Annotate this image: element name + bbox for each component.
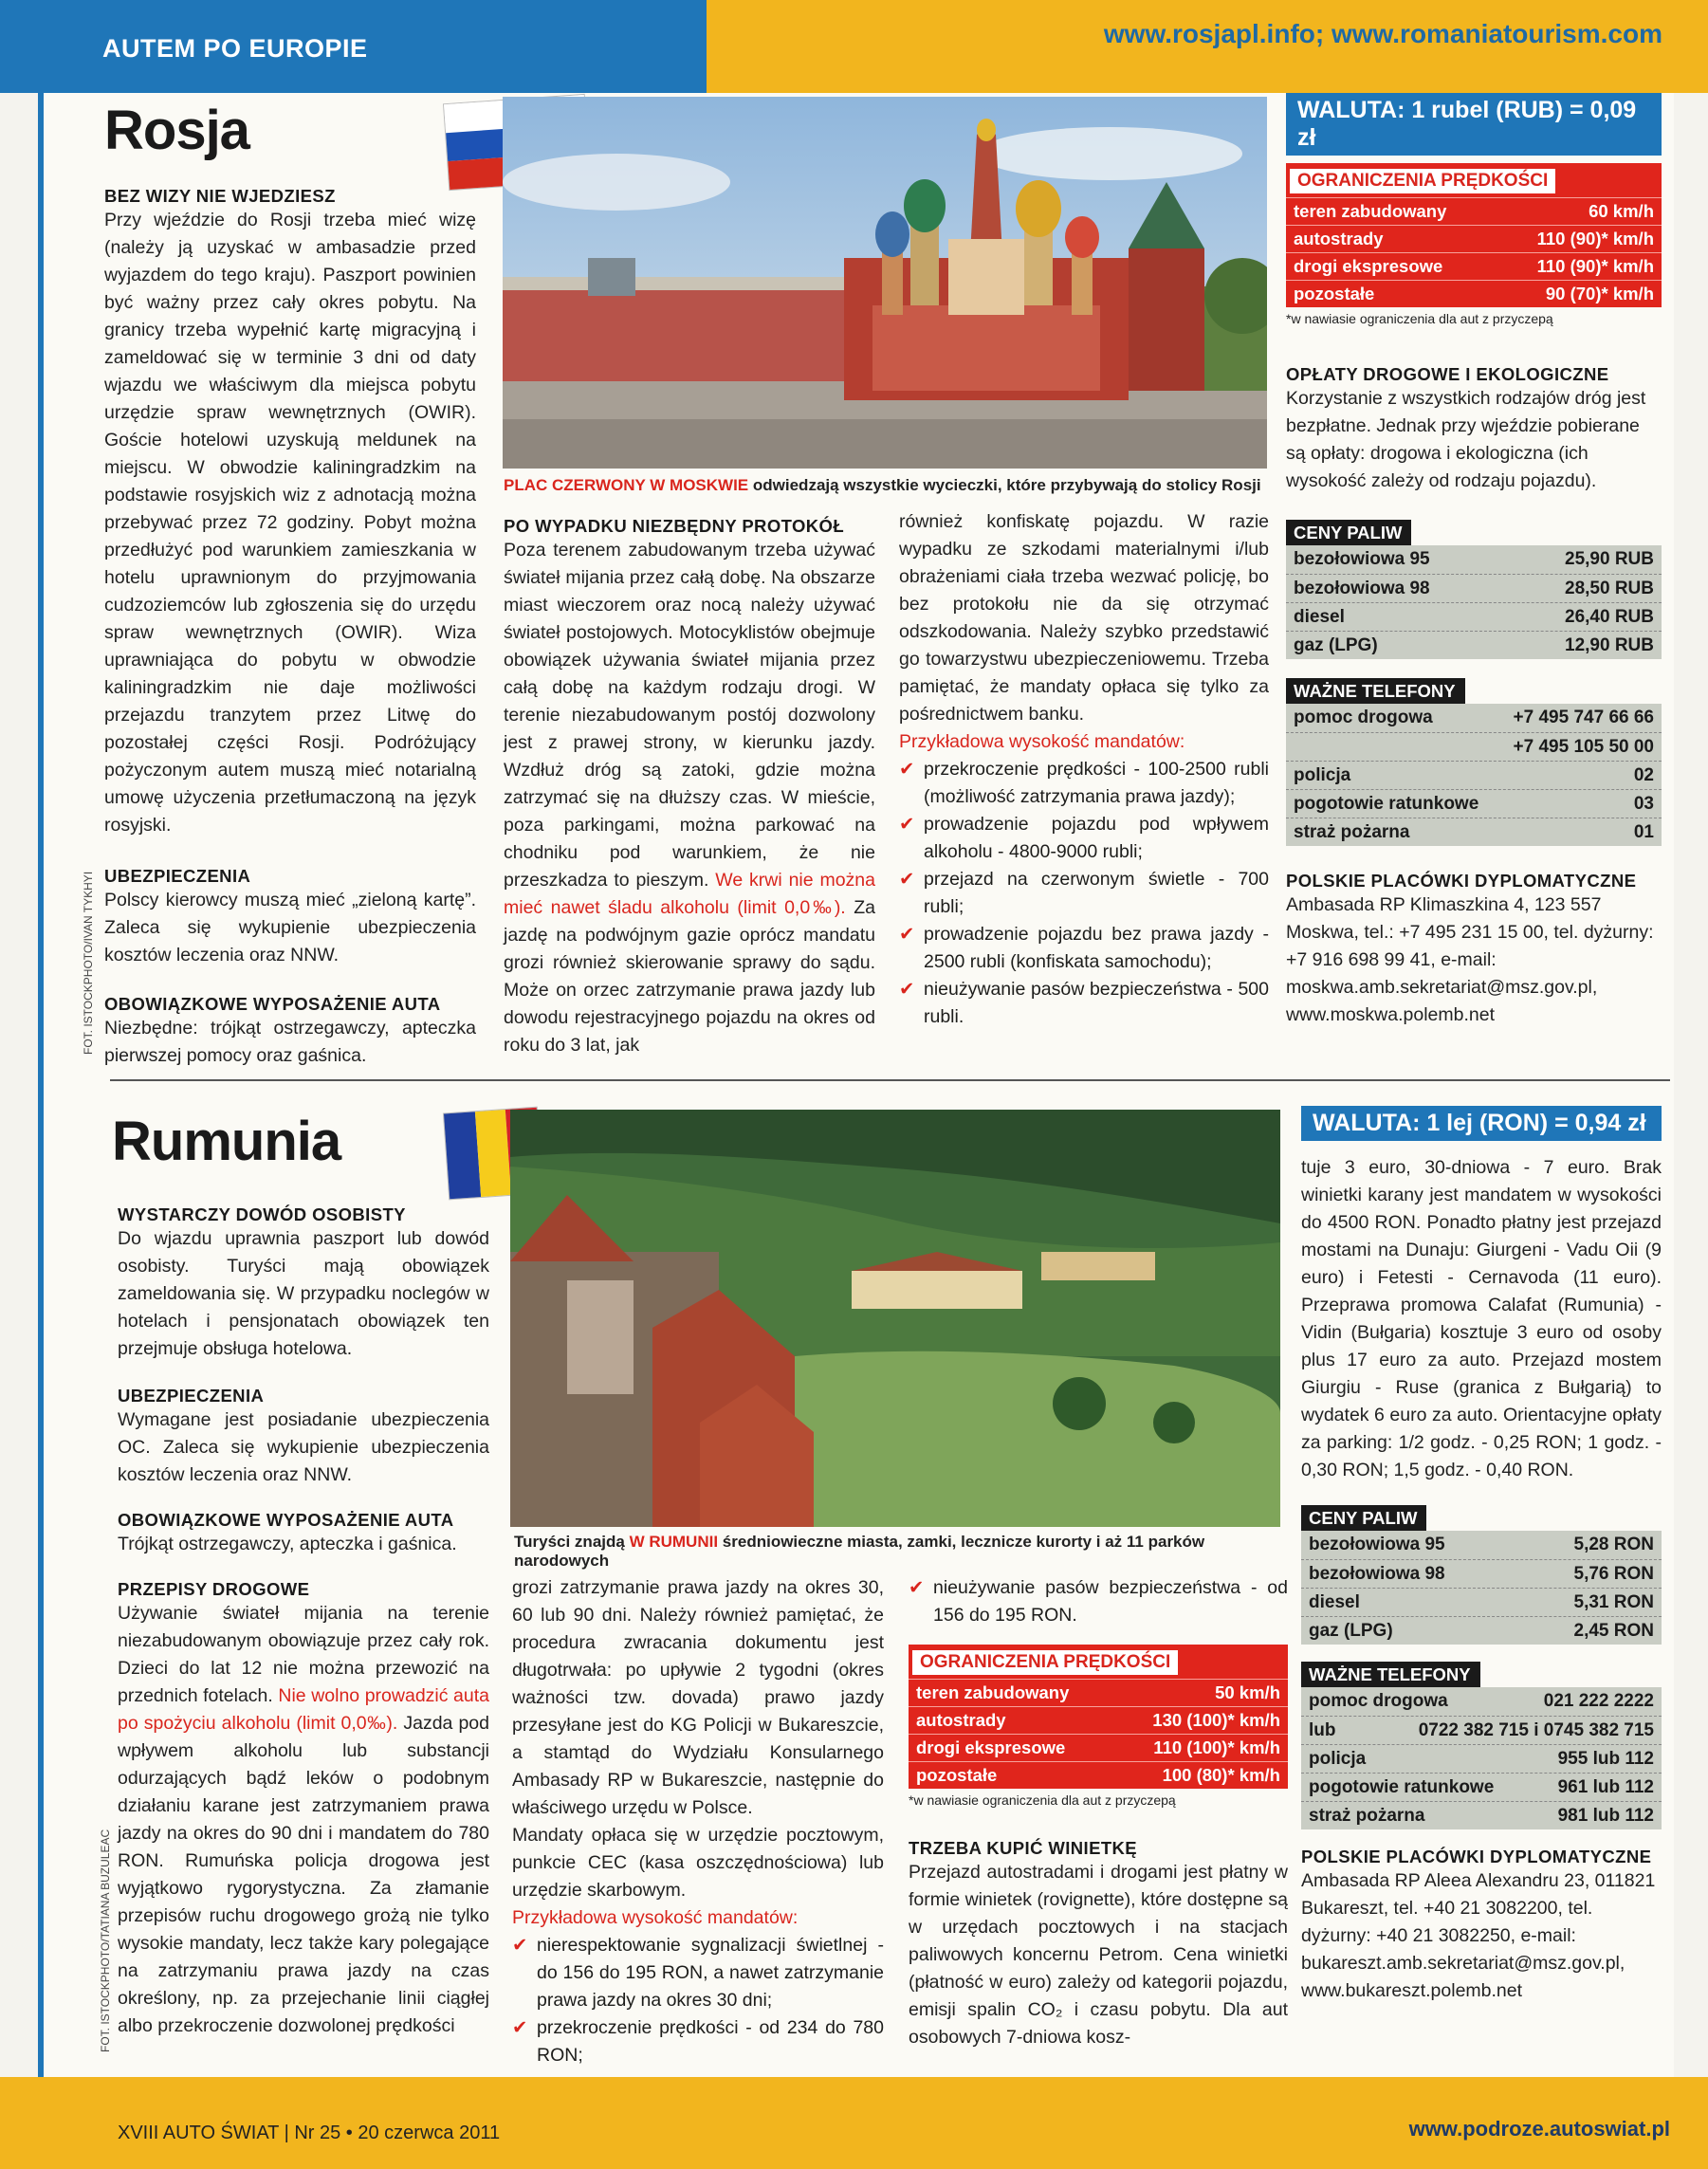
fuel-row-value: 5,28 RON xyxy=(1573,1535,1654,1554)
phone-row-value: +7 495 105 50 00 xyxy=(1513,736,1654,757)
speed-row-label: autostrady xyxy=(916,1710,1006,1730)
saint-basil-illustration xyxy=(503,97,1267,469)
fine-item xyxy=(899,756,1269,811)
phone-row-label: straż pożarna xyxy=(1294,821,1410,842)
romania-speed-rows xyxy=(909,1679,1288,1789)
fuel-row-value: 25,90 RUB xyxy=(1565,549,1654,569)
phone-row-value: 021 222 2222 xyxy=(1543,1691,1654,1711)
speed-row-value: 90 (70)* km/h xyxy=(1545,284,1654,303)
phone-row-value: 03 xyxy=(1633,793,1654,814)
phone-row xyxy=(1286,704,1662,732)
phone-row-value: +7 495 747 66 66 xyxy=(1513,708,1654,727)
phone-row xyxy=(1301,1744,1662,1773)
speed-row-label: drogi ekspresowe xyxy=(916,1737,1066,1757)
romania-phones-heading: WAŻNE TELEFONY xyxy=(1301,1662,1480,1687)
romania-speed-note: *w nawiasie ograniczenia dla aut z przyczepą xyxy=(909,1792,1176,1808)
romania-fines-list xyxy=(512,1932,884,2069)
check-icon: ✔ xyxy=(899,759,915,780)
romania-embassy-heading: POLSKIE PLACÓWKI DYPLOMATYCZNE xyxy=(1301,1847,1652,1866)
header-url: www.rosjapl.info; www.romaniatourism.com xyxy=(1103,19,1662,48)
russia-col3-text: również konfiskatę pojazdu. W razie wypadku ze szkodami materialnymi i/lub obrażeniami ciała trzeba wezwać policję, bo bez protokołu nie da się otrzymać odszkodowania. Należy szybko przedstawić go towarzystwu ubezpieczeniowemu. Trzeba pamiętać, że mandaty opłaca się tylko za pośrednictwem banku. xyxy=(899,511,1269,725)
speed-row xyxy=(1286,280,1662,307)
romania-rules-paragraph xyxy=(118,1600,489,2040)
speed-row-label: teren zabudowany xyxy=(1294,201,1447,221)
russia-protocol-text-b: Za jazdę na podwójnym gazie oprócz mandatu grozi również skierowanie sprawy do sądu. Może on orzec zatrzymanie prawa jazdy lub dowodu rejestracyjnego pojazdu na okres od roku do 3 lat, jak xyxy=(504,897,875,1056)
russia-equipment-heading: OBOWIĄZKOWE WYPOSAŻENIE AUTA xyxy=(104,994,441,1014)
romania-phones-box xyxy=(1301,1662,1662,1829)
romania-fine-item xyxy=(909,1574,1288,1629)
phone-row-label: pogotowie ratunkowe xyxy=(1294,793,1479,814)
romania-col2-text-b: Mandaty opłaca się w urzędzie pocztowym, punkcie CEC (kasa oszczędnościowa) lub urzędzie skarbowym. xyxy=(512,1825,884,1901)
fuel-row-label: gaz (LPG) xyxy=(1294,634,1378,655)
phone-row-label: pomoc drogowa xyxy=(1294,708,1433,727)
fine-text: prowadzenie pojazdu pod wpływem alkoholu - 4800-9000 rubli; xyxy=(924,814,1269,862)
romania-vignette-heading: TRZEBA KUPIĆ WINIETKĘ xyxy=(909,1838,1138,1858)
russia-protocol-heading: PO WYPADKU NIEZBĘDNY PROTOKÓŁ xyxy=(504,516,845,536)
fuel-row-value: 12,90 RUB xyxy=(1565,634,1654,655)
romania-speed-heading: OGRANICZENIA PRĘDKOŚCI xyxy=(912,1650,1178,1675)
romania-caption-highlight: W RUMUNII xyxy=(629,1533,719,1551)
check-icon: ✔ xyxy=(512,1935,528,1956)
russia-tolls-text: Korzystanie z wszystkich rodzajów dróg jest bezpłatne. Jednak przy wjeździe pobierane są opłaty: drogowa i ekologiczna (ich wysokość zależy od rodzaju pojazdu). xyxy=(1286,388,1646,491)
russia-protocol-text-a: Poza terenem zabudowanym trzeba używać świateł mijania przez całą dobę. Na obszarze miast wieczorem oraz nocą należy używać świateł postojowych. Motocyklistów obejmuje obowiązek używania świateł mijania przez całą dobę na każdym rodzaju drogi. W terenie niezabudowanym postój dozwolony jest z prawej strony, w kierunku jazdy. Wzdłuż dróg są zatoki, gdzie można zatrzymać się na dłuższy czas. W mieście, poza parkingami, można parkować na chodniku pod warunkiem, że nie przeszkadza to pieszym. xyxy=(504,540,875,891)
romania-fines-heading: Przykładowa wysokość mandatów: xyxy=(512,1907,799,1928)
romania-landscape-photo xyxy=(510,1110,1280,1527)
russia-protocol-paragraph xyxy=(504,537,875,1059)
russia-speed-note: *w nawiasie ograniczenia dla aut z przyczepą xyxy=(1286,311,1553,326)
fine-text: prowadzenie pojazdu bez prawa jazdy - 2500 rubli (konfiskata samochodu); xyxy=(924,924,1269,972)
phone-row-label: pomoc drogowa xyxy=(1309,1691,1448,1711)
russia-insurance-heading: UBEZPIECZENIA xyxy=(104,866,251,886)
speed-row-value: 100 (80)* km/h xyxy=(1162,1765,1280,1785)
speed-row-value: 50 km/h xyxy=(1215,1682,1280,1702)
speed-row-value: 110 (90)* km/h xyxy=(1536,229,1654,248)
speed-row xyxy=(1286,225,1662,252)
romania-insurance-text: Wymagane jest posiadanie ubezpieczenia OC. Zaleca się wykupienie ubezpieczenia kosztów leczenia oraz NNW. xyxy=(118,1409,489,1485)
russia-visa-text: Przy wjeździe do Rosji trzeba mieć wizę (należy ją uzyskać w ambasadzie przed wyjazdem do tego kraju). Paszport powinien być ważny przez cały okres pobytu. Na granicy trzeba wypełnić kartę migracyjną i zameldować się w terminie 3 dni od daty wjazdu we właściwym dla miejsca pobytu urzędzie spraw wewnętrznych (OWIR). Goście hotelowi uzyskują meldunek na miejscu. W obwodzie kaliningradzkim na podstawie rosyjskich wiz z adnotacją można przebywać przez 72 godziny. Pobyt można przedłużyć pod warunkiem zamieszkania w hotelu uprawnionym do przyjmowania cudzoziemców lub zgłoszenia się do urzędu spraw wewnętrznych (OWIR). Wiza uprawniająca do pobytu w obwodzie kaliningradzkim nie daje możliwości przejazdu tranzytem przez Litwę do pozostałej części Rosji. Podróżujący pożyczonym autem muszą mieć notarialną umowę użyczenia przetłumaczoną na język rosyjski. xyxy=(104,210,476,836)
phone-row xyxy=(1301,1716,1662,1744)
russia-caption-highlight: PLAC CZERWONY W MOSKWIE xyxy=(504,476,749,494)
russia-fuel-table xyxy=(1286,545,1662,659)
russia-fuel-heading: CENY PALIW xyxy=(1286,520,1411,545)
romania-id-text: Do wjazdu uprawnia paszport lub dowód osobisty. Turyści mają obowiązek zameldowania się. W przypadku noclegów w hotelach i pensjonatach obowiązek ten przejmuje obsługa hotelowa. xyxy=(118,1228,489,1359)
fine-item xyxy=(512,1932,884,2014)
romania-photo-caption xyxy=(514,1533,1278,1571)
fine-item xyxy=(512,2014,884,2069)
speed-row xyxy=(909,1761,1288,1789)
fuel-row-label: bezołowiowa 98 xyxy=(1309,1563,1445,1584)
speed-row-label: pozostałe xyxy=(1294,284,1375,303)
speed-row-label: autostrady xyxy=(1294,229,1384,248)
romania-id-heading: WYSTARCZY DOWÓD OSOBISTY xyxy=(118,1204,406,1224)
fuel-row-value: 2,45 RON xyxy=(1573,1620,1654,1641)
check-icon: ✔ xyxy=(899,814,915,835)
phone-row xyxy=(1286,732,1662,761)
speed-row xyxy=(909,1734,1288,1761)
romania-col4-text: tuje 3 euro, 30-dniowa - 7 euro. Brak winietki karany jest mandatem w wysokości do 4500 RON. Ponadto płatny jest przejazd mostami na Dunaju: Giurgeni - Vadu Oii (9 euro) i Fetesti - Cernavoda (11 euro). Przeprawa promowa Calafat (Rumunia) - Vidin (Bułgaria) kosztuje 3 euro od osoby plus 17 euro za auto. Przejazd mostem Giurgiu - Ruse (granica z Bułgarią) to wydatek 6 euro za auto. Orientacyjne opłaty za parking: 1/2 godz. - 0,25 RON; 1 godz. - 0,30 RON; 1,5 godz. - 0,40 RON. xyxy=(1301,1157,1662,1480)
phone-row-value: 961 lub 112 xyxy=(1557,1776,1654,1797)
russia-insurance-text: Polscy kierowcy muszą mieć „zieloną kartę”. Zaleca się wykupienie ubezpieczenia kosztów leczenia oraz NNW. xyxy=(104,890,476,965)
romania-fuel-table xyxy=(1301,1531,1662,1645)
fine-item xyxy=(899,921,1269,976)
fuel-row xyxy=(1286,602,1662,631)
fuel-row-label: gaz (LPG) xyxy=(1309,1620,1393,1641)
fine-text: przekroczenie prędkości - od 234 do 780 RON; xyxy=(537,2017,884,2066)
check-icon: ✔ xyxy=(899,979,915,1000)
fuel-row-label: bezołowiowa 95 xyxy=(1309,1535,1445,1554)
romania-phones-table xyxy=(1301,1687,1662,1829)
romania-rules-heading: PRZEPISY DROGOWE xyxy=(118,1579,310,1599)
footer-issue: XVIII AUTO ŚWIAT | Nr 25 • 20 czerwca 2011 xyxy=(118,2123,501,2143)
phone-row-label: pogotowie ratunkowe xyxy=(1309,1776,1495,1797)
romania-speed-table xyxy=(909,1645,1288,1789)
fuel-row xyxy=(1286,545,1662,574)
romania-insurance-heading: UBEZPIECZENIA xyxy=(118,1386,265,1406)
fine-item xyxy=(899,866,1269,921)
russia-phones-table xyxy=(1286,704,1662,846)
fine-item xyxy=(899,811,1269,866)
romania-equipment-heading: OBOWIĄZKOWE WYPOSAŻENIE AUTA xyxy=(118,1510,454,1530)
speed-row xyxy=(1286,197,1662,225)
castle-valley-illustration xyxy=(510,1110,1280,1527)
phone-row xyxy=(1301,1773,1662,1801)
phone-row xyxy=(1301,1687,1662,1716)
fuel-row-label: bezołowiowa 98 xyxy=(1294,578,1430,598)
phone-row-label: policja xyxy=(1294,764,1351,785)
russia-speed-heading: OGRANICZENIA PRĘDKOŚCI xyxy=(1290,169,1555,193)
russia-phones-box xyxy=(1286,678,1662,846)
russia-fines-list xyxy=(899,756,1269,1031)
phone-row-label: policja xyxy=(1309,1748,1367,1769)
phone-row-value: 955 lub 112 xyxy=(1557,1748,1654,1769)
russia-photo-credit: FOT. ISTOCKPHOTO/IVAN TYKHYI xyxy=(82,871,95,1055)
romania-rules-text-a: Używanie świateł mijania na terenie niezabudowanym obowiązuje przez cały rok. Dzieci do lat 12 nie można przewozić na przednich fotelach. xyxy=(118,1603,489,1706)
romania-col2 xyxy=(512,1574,884,2069)
fuel-row-value: 28,50 RUB xyxy=(1565,578,1654,598)
phone-row xyxy=(1301,1801,1662,1829)
phone-row-value: 01 xyxy=(1633,821,1654,842)
russia-speed-rows xyxy=(1286,197,1662,307)
russia-embassy-heading: POLSKIE PLACÓWKI DYPLOMATYCZNE xyxy=(1286,871,1637,891)
fuel-row-label: diesel xyxy=(1294,606,1345,627)
russia-fines-heading: Przykładowa wysokość mandatów: xyxy=(899,731,1185,752)
phone-row xyxy=(1286,818,1662,846)
russia-sidebar xyxy=(1286,93,1662,1029)
fine-text: przekroczenie prędkości - 100-2500 rubli (możliwość zatrzymania prawa jazdy); xyxy=(924,759,1269,807)
fuel-row-value: 5,31 RON xyxy=(1573,1591,1654,1612)
russia-embassy-text: Ambasada RP Klimaszkina 4, 123 557 Moskwa, tel.: +7 495 231 15 00, tel. dyżurny: +7 916 698 99 41, e-mail: moskwa.amb.sekretariat@msz.gov.pl, www.moskwa.polemb.net xyxy=(1286,894,1654,1025)
check-icon: ✔ xyxy=(899,869,915,890)
speed-row-value: 110 (90)* km/h xyxy=(1536,256,1654,276)
speed-row-value: 110 (100)* km/h xyxy=(1153,1737,1280,1757)
speed-row-value: 60 km/h xyxy=(1589,201,1654,221)
romania-col3 xyxy=(909,1574,1288,2051)
fine-text: nieużywanie pasów bezpieczeństwa - 500 rubli. xyxy=(924,979,1269,1027)
check-icon: ✔ xyxy=(512,2017,528,2038)
speed-row-label: drogi ekspresowe xyxy=(1294,256,1443,276)
top-banner xyxy=(0,0,1708,93)
check-icon: ✔ xyxy=(909,1577,925,1598)
romania-fuel-heading: CENY PALIW xyxy=(1301,1505,1426,1531)
russia-title: Rosja xyxy=(104,100,249,161)
russia-tolls-heading: OPŁATY DROGOWE I EKOLOGICZNE xyxy=(1286,364,1609,384)
russia-col2 xyxy=(504,516,875,1059)
romania-title: Rumunia xyxy=(112,1111,341,1172)
romania-col2-text: grozi zatrzymanie prawa jazdy na okres 30, 60 lub 90 dni. Należy również pamiętać, że procedura zwracania dokumentu jest długotrwała: po upływie 2 tygodni (okres ważności tzw. dovada) prawo jazdy przesyłane jest do KG Policji w Bukareszcie, a stamtąd do Wydziału Konsularnego Ambasady RP w Bukareszcie, następnie do właściwego urzędu w Polsce. xyxy=(512,1577,884,1818)
russia-caption-text: odwiedzają wszystkie wycieczki, które przybywają do stolicy Rosji xyxy=(752,476,1261,494)
russia-photo-caption xyxy=(504,476,1262,495)
romania-currency: WALUTA: 1 lej (RON) = 0,94 zł xyxy=(1301,1106,1662,1141)
fine-item xyxy=(899,976,1269,1031)
romania-alcohol-limit: Nie wolno prowadzić auta po spożyciu alkoholu (limit 0,0‰). xyxy=(118,1685,490,1734)
russia-currency: WALUTA: 1 rubel (RUB) = 0,09 zł xyxy=(1286,93,1662,156)
fuel-row-value: 5,76 RON xyxy=(1573,1563,1654,1584)
fuel-row xyxy=(1286,631,1662,659)
phone-row-value: 02 xyxy=(1633,764,1654,785)
footer-url: www.podroze.autoswiat.pl xyxy=(1408,2117,1670,2141)
russia-col3 xyxy=(899,508,1269,1031)
russia-fuel-box xyxy=(1286,520,1662,659)
fuel-row xyxy=(1301,1531,1662,1559)
speed-row xyxy=(1286,252,1662,280)
phone-row-value: 0722 382 715 i 0745 382 715 xyxy=(1418,1719,1654,1740)
fine-text: nierespektowanie sygnalizacji świetlnej - do 156 do 195 RON, a nawet zatrzymanie prawa jazdy na okres 30 dni; xyxy=(537,1935,884,2011)
romania-embassy-text: Ambasada RP Aleea Alexandru 23, 011821 Bukareszt, tel. +40 21 3082200, tel. dyżurny: +40 21 3082250, e-mail: bukareszt.amb.sekretariat@msz.gov.pl, www.bukareszt.polemb.net xyxy=(1301,1870,1656,2001)
russia-visa-heading: BEZ WIZY NIE WJEDZIESZ xyxy=(104,186,336,206)
speed-row-label: teren zabudowany xyxy=(916,1682,1070,1702)
phone-row-label: lub xyxy=(1309,1719,1336,1740)
phone-row-label: straż pożarna xyxy=(1309,1805,1425,1826)
romania-col1 xyxy=(118,1204,489,2040)
speed-row xyxy=(909,1679,1288,1706)
bottom-banner xyxy=(0,2077,1708,2169)
fuel-row xyxy=(1286,574,1662,602)
romania-sidebar xyxy=(1301,1106,1662,2005)
russia-alcohol-limit: We krwi nie można mieć nawet śladu alkoholu (limit 0,0‰). xyxy=(504,870,875,918)
romania-photo-credit: FOT. ISTOCKPHOTO/TATIANA BUZULEAC xyxy=(99,1829,112,2052)
fuel-row xyxy=(1301,1588,1662,1616)
romania-fuel-box xyxy=(1301,1505,1662,1645)
romania-fine-text: nieużywanie pasów bezpieczeństwa - od 156 do 195 RON. xyxy=(933,1577,1288,1626)
section-divider xyxy=(110,1079,1670,1081)
romania-rules-text-b: Jazda pod wpływem alkoholu lub substancji odurzających bądź leków o podobnym działaniu karane jest zatrzymaniem prawa jazdy na okres do 90 dni i mandatem do 780 RON. Rumuńska policja drogowa jest wyjątkowo rygorystyczna. Za złamanie przepisów ruchu drogowego grożą nie tylko wysokie mandaty, lecz także kary polegające na zatrzymaniu prawa jazdy na czas określony, np. za przejechanie linii ciągłej albo przekroczenie dozwolonej prędkości xyxy=(118,1713,489,2036)
fuel-row xyxy=(1301,1559,1662,1588)
phone-row xyxy=(1286,789,1662,818)
romania-caption-b: średniowieczne miasta, zamki, lecznicze kurorty i aż 11 parków narodowych xyxy=(514,1533,1205,1570)
fuel-row-label: diesel xyxy=(1309,1591,1360,1612)
russia-phones-heading: WAŻNE TELEFONY xyxy=(1286,678,1465,704)
russia-col1 xyxy=(104,186,476,1070)
red-square-photo xyxy=(503,97,1267,469)
romania-vignette-text: Przejazd autostradami i drogami jest płatny w formie winietek (rovignette), które dostępne są w urzędach pocztowych i na stacjach paliwowych koncernu Petrom. Cena winietki (płatność w euro) zależy od kategorii pojazdu, emisji spalin CO₂ i czasu pobytu. Dla aut osobowych 7-dniowa kosz- xyxy=(909,1862,1288,2048)
fine-text: przejazd na czerwonym świetle - 700 rubli; xyxy=(924,869,1269,917)
fuel-row xyxy=(1301,1616,1662,1645)
section-label: AUTEM PO EUROPIE xyxy=(102,34,368,63)
speed-row-value: 130 (100)* km/h xyxy=(1152,1710,1280,1730)
speed-row-label: pozostałe xyxy=(916,1765,998,1785)
russia-speed-table xyxy=(1286,163,1662,307)
phone-row xyxy=(1286,761,1662,789)
fuel-row-value: 26,40 RUB xyxy=(1565,606,1654,627)
fuel-row-label: bezołowiowa 95 xyxy=(1294,549,1430,569)
phone-row-value: 981 lub 112 xyxy=(1557,1805,1654,1826)
russia-equipment-text: Niezbędne: trójkąt ostrzegawczy, apteczka pierwszej pomocy oraz gaśnica. xyxy=(104,1018,476,1066)
speed-row xyxy=(909,1706,1288,1734)
check-icon: ✔ xyxy=(899,924,915,945)
romania-equipment-text: Trójkąt ostrzegawczy, apteczka i gaśnica. xyxy=(118,1534,457,1554)
romania-caption-a: Turyści znajdą xyxy=(514,1533,625,1551)
